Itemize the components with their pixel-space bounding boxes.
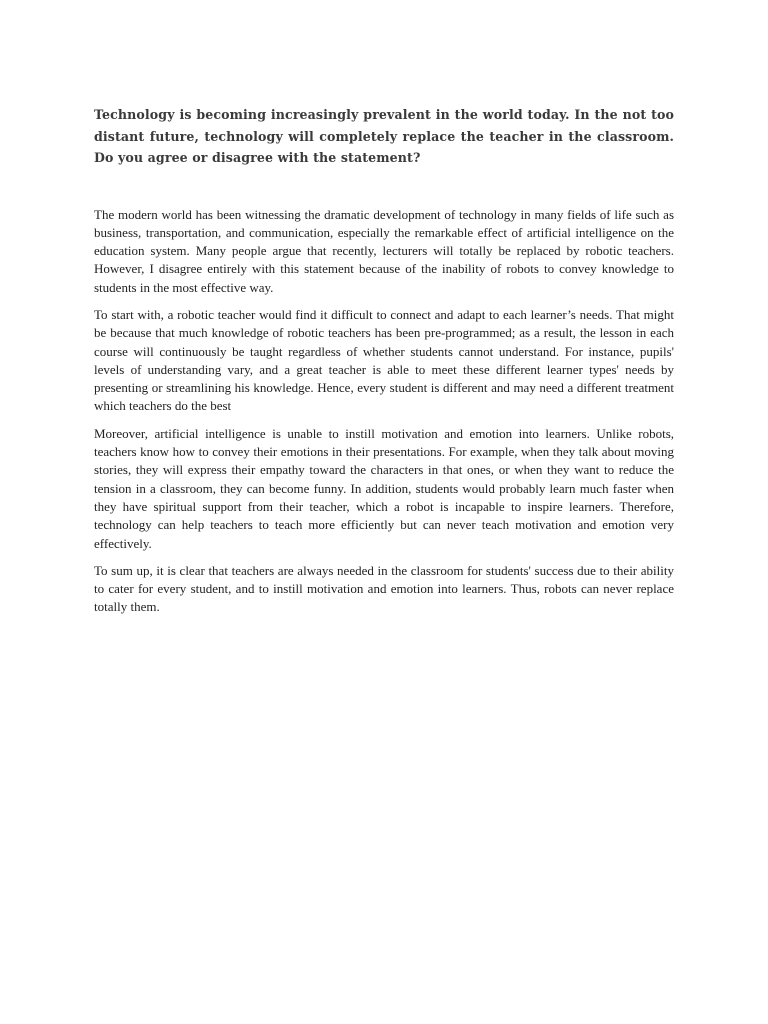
essay-paragraph-body-2: Moreover, artificial intelligence is unable to instill motivation and emotion into learners. Unlike robots, teachers know how to convey their emotions in their presentations. For example, when they talk about moving stories, they will express their empathy toward the characters in that ones, or when they want to reduce the tension in a classroom, they can become funny. In addition, students would probably learn much faster when they have spiritual support from their teacher, which a robot is incapable to inspire learners. Therefore, technology can help teachers to teach more efficiently but can never teach motivation and emotion very effectively.: [94, 425, 674, 551]
essay-paragraph-introduction: The modern world has been witnessing the dramatic development of technology in many fields of life such as business, transportation, and communication, especially the remarkable effect of artificial intelligence on the education system. Many people argue that recently, lecturers will totally be replaced by robotic teachers. However, I disagree entirely with this statement because of the inability of robots to convey knowledge to students in the most effective way.: [94, 206, 674, 295]
essay-question: Technology is becoming increasingly prevalent in the world today. In the not too distant future, technology will completely replace the teacher in the classroom. Do you agree or disagree with the statement?: [94, 107, 674, 165]
document-page: [94, 104, 674, 626]
essay-paragraph-conclusion: To sum up, it is clear that teachers are always needed in the classroom for students' success due to their ability to cater for every student, and to instill motivation and emotion into learners. Thus, robots can never replace totally them.: [94, 562, 674, 615]
essay-paragraph-body-1: To start with, a robotic teacher would find it difficult to connect and adapt to each learner’s needs. That might be because that much knowledge of robotic teachers has been pre-programmed; as a result, the lesson in each course will continuously be taught regardless of whether students cannot understand. For instance, pupils' levels of understanding vary, and a great teacher is able to meet these different learner types' needs by presenting or streamlining his knowledge. Hence, every student is different and may need a different treatment which teachers do the best: [94, 306, 674, 414]
